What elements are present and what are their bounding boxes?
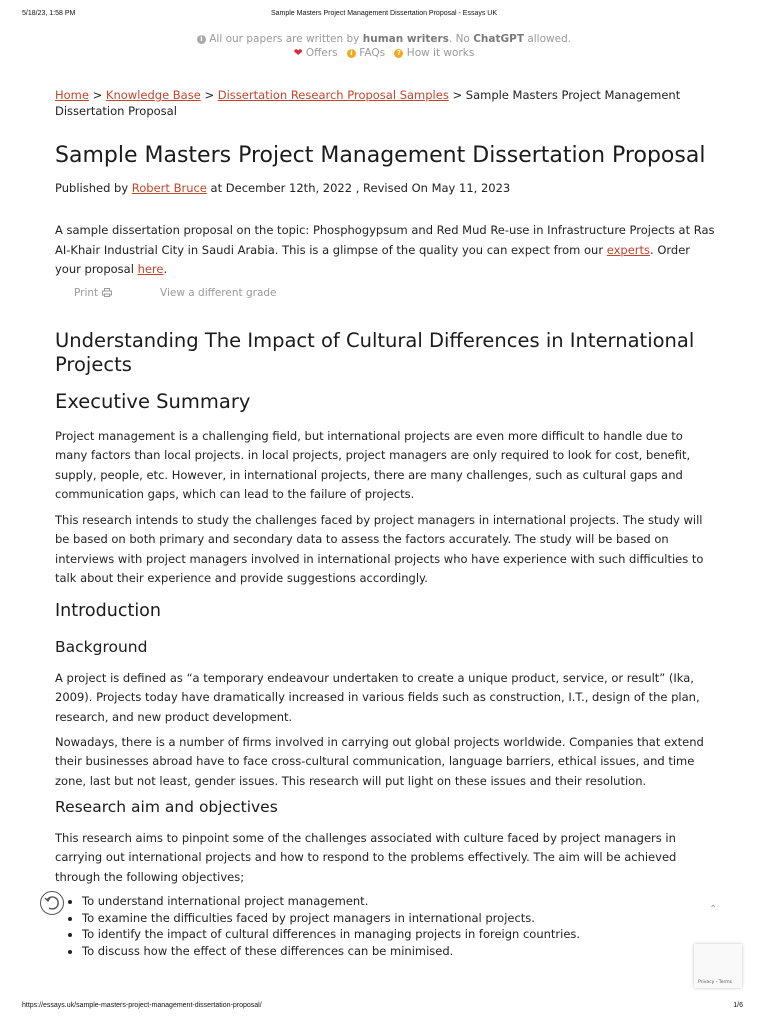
recaptcha-text: Privacy - Terms xyxy=(698,980,733,985)
published-prefix: Published by xyxy=(55,181,129,195)
print-label: Print xyxy=(74,287,99,299)
list-item: • To understand international project management. xyxy=(82,893,742,910)
notice-links xyxy=(0,47,768,59)
recaptcha-badge[interactable] xyxy=(694,944,742,988)
page-title: Sample Masters Project Management Dissertation Proposal xyxy=(55,143,706,168)
breadcrumb-home[interactable]: Home xyxy=(55,88,89,102)
notice-bar xyxy=(0,33,768,45)
background-paragraph: A project is defined as “a temporary endeavour undertaken to create a unique product, service, or result” (Ika, 2009). Projects today have dramatically increased in various fields such as construction, I.T., design of the plan, research, and new product development. xyxy=(55,671,700,724)
how-it-works-label: How it works xyxy=(406,47,475,59)
breadcrumb-separator: > xyxy=(204,88,215,102)
faqs-label: FAQs xyxy=(359,47,386,59)
heart-icon: ❤ xyxy=(293,47,303,59)
faqs-link[interactable] xyxy=(347,47,385,59)
main-section-heading: Understanding The Impact of Cultural Differences in International Projects xyxy=(55,329,695,376)
question-icon: ? xyxy=(394,49,403,58)
breadcrumb-current: Sample Masters Project Management Dissertation Proposal xyxy=(55,88,681,118)
experts-link[interactable]: experts xyxy=(606,242,651,257)
notice-text-1: All our papers are written by xyxy=(209,33,360,45)
breadcrumb xyxy=(55,87,715,119)
notice-text-3: allowed. xyxy=(527,33,572,45)
printer-icon xyxy=(102,288,112,297)
background-heading: Background xyxy=(55,638,148,656)
executive-summary-paragraph: This research intends to study the challenges faced by project managers in international projects. The study will be based on both primary and secondary data to assess the factors accurately. The study will be based on interviews with project managers involved in international projects who have experience with such difficulties to talk about their experience and provide suggestions accordingly. xyxy=(55,513,704,585)
order-here-link[interactable]: here xyxy=(137,262,164,276)
author-link[interactable]: Robert Bruce xyxy=(131,181,207,195)
breadcrumb-separator: > xyxy=(92,88,103,102)
introduction-heading: Introduction xyxy=(55,601,161,621)
print-page-number: 1/6 xyxy=(733,1002,743,1009)
published-date: at December 12th, 2022 , Revised On May 11, 2023 xyxy=(210,181,511,195)
print-date: 5/18/23, 1:58 PM xyxy=(22,10,76,17)
objectives-list xyxy=(55,893,742,959)
intro-text: A sample dissertation proposal on the topic: Phosphogypsum and Red Mud Re-use in Infrastructure Projects at Ras AI-Khair Industrial City in Saudi Arabia. This is a glimpse of the quality you can expect from our xyxy=(55,223,715,257)
breadcrumb-proposal-samples[interactable]: Dissertation Research Proposal Samples xyxy=(217,88,449,102)
list-item: • To examine the difficulties faced by project managers in international projects. xyxy=(82,910,742,927)
notice-bold-1: human writers xyxy=(362,33,449,45)
info-icon: i xyxy=(347,49,356,58)
intro-paragraph xyxy=(55,221,715,280)
refresh-icon[interactable] xyxy=(40,891,64,915)
notice-text-2: . No xyxy=(448,33,470,45)
executive-summary-heading: Executive Summary xyxy=(55,390,251,413)
list-item: • To discuss how the effect of these differences can be minimised. xyxy=(82,943,742,960)
executive-summary-paragraph: Project management is a challenging field, but international projects are even more difficult to handle due to many factors than local projects. in local projects, project managers are only required to look for cost, benefit, supply, people, etc. However, in international projects, there are many challenges, such as cultural gaps and communication gaps, which can lead to the failure of projects. xyxy=(55,429,691,501)
published-meta xyxy=(55,181,715,195)
background-paragraph: Nowadays, there is a number of firms involved in carrying out global projects worldwide. Companies that extend their businesses abroad have to face cross-cultural communication, language barriers, ethical issues, and time zone, last but not least, gender issues. This research will put light on these issues and their resolution. xyxy=(55,735,704,788)
how-it-works-link[interactable] xyxy=(394,47,474,59)
research-aim-paragraph: This research aims to pinpoint some of the challenges associated with culture faced by project managers in carrying out international projects and how to respond to the problems effectively. The aim will be achieved through the following objectives; xyxy=(55,831,677,884)
chevron-up-icon[interactable]: ⌃ xyxy=(709,904,718,915)
print-page-title: Sample Masters Project Management Dissertation Proposal - Essays UK xyxy=(270,10,498,17)
print-url: https://essays.uk/sample-masters-project-management-dissertation-proposal/ xyxy=(22,1002,262,1009)
print-button[interactable] xyxy=(74,287,112,299)
info-icon: i xyxy=(197,35,206,44)
list-item: • To identify the impact of cultural differences in managing projects in foreign countries. xyxy=(82,926,742,943)
intro-end-text: . xyxy=(163,262,168,276)
offers-label: Offers xyxy=(305,47,338,59)
research-aim-heading: Research aim and objectives xyxy=(55,798,278,816)
breadcrumb-separator: > xyxy=(452,88,463,102)
view-different-grade-link[interactable]: View a different grade xyxy=(160,287,277,299)
intro-mid-text: . Order your proposal xyxy=(55,242,691,276)
offers-link[interactable] xyxy=(294,47,338,59)
breadcrumb-knowledge-base[interactable]: Knowledge Base xyxy=(105,88,201,102)
notice-bold-2: ChatGPT xyxy=(473,33,524,45)
